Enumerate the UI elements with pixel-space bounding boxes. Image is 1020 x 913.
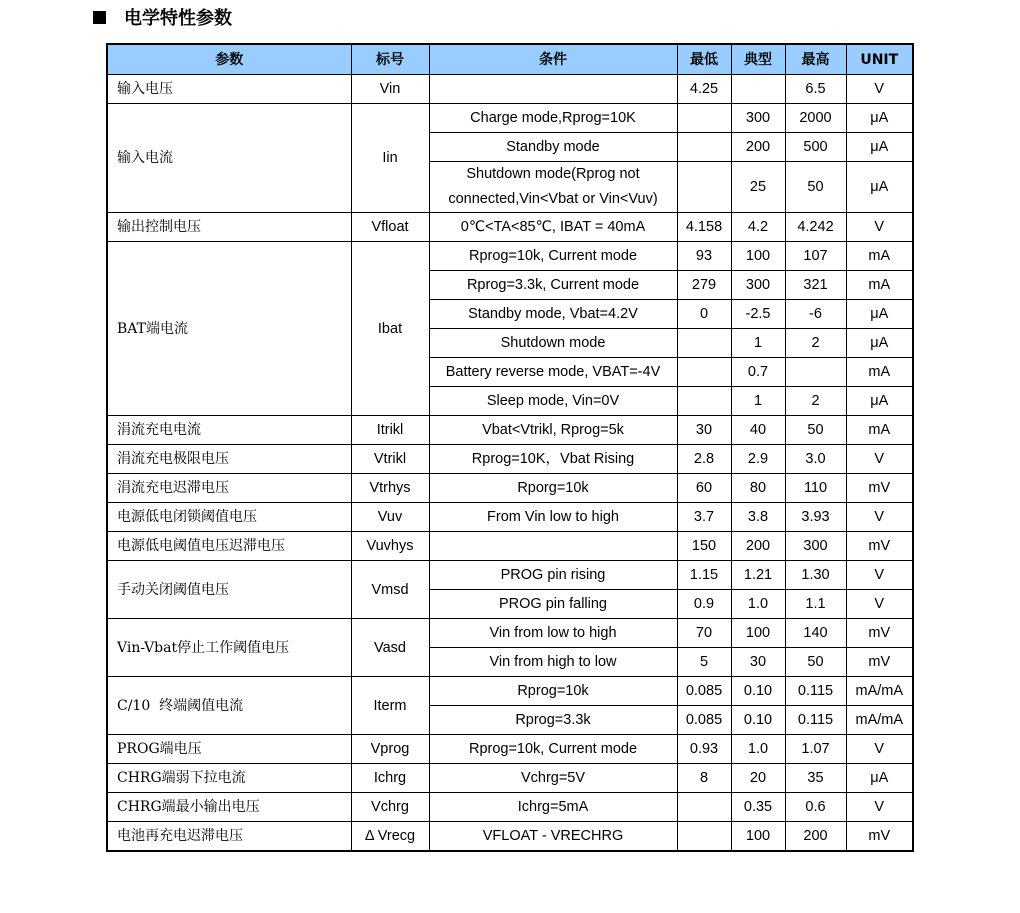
symbol-cell: Vin [351, 75, 429, 104]
min-cell: 279 [677, 271, 731, 300]
max-cell: 2000 [785, 104, 846, 133]
param-cell: C/10 终端阈值电流 [107, 677, 351, 735]
header-unit: UNIT [846, 44, 913, 75]
unit-cell: mA [846, 242, 913, 271]
unit-cell: μA [846, 387, 913, 416]
unit-cell: V [846, 213, 913, 242]
max-cell: 35 [785, 764, 846, 793]
typ-cell: 0.10 [731, 706, 785, 735]
max-cell: 0.115 [785, 706, 846, 735]
condition-cell: Sleep mode, Vin=0V [429, 387, 677, 416]
table-row [107, 793, 913, 822]
table-row [107, 822, 913, 852]
table-row [107, 619, 913, 648]
min-cell: 5 [677, 648, 731, 677]
min-cell [677, 793, 731, 822]
min-cell [677, 162, 731, 213]
typ-cell: 0.10 [731, 677, 785, 706]
max-cell: 4.242 [785, 213, 846, 242]
unit-cell: V [846, 445, 913, 474]
typ-cell: 100 [731, 242, 785, 271]
condition-cell: Rprog=10k, Current mode [429, 242, 677, 271]
param-cell: 输入电流 [107, 104, 351, 213]
typ-cell: 1 [731, 387, 785, 416]
header-max: 最高 [785, 44, 846, 75]
unit-cell: μA [846, 764, 913, 793]
typ-cell: 1.21 [731, 561, 785, 590]
header-symbol: 标号 [351, 44, 429, 75]
min-cell: 8 [677, 764, 731, 793]
param-cell: 手动关闭阈值电压 [107, 561, 351, 619]
unit-cell: μA [846, 162, 913, 213]
min-cell [677, 822, 731, 852]
typ-cell: 100 [731, 822, 785, 852]
condition-cell [429, 75, 677, 104]
unit-cell: V [846, 75, 913, 104]
max-cell: 50 [785, 416, 846, 445]
typ-cell [731, 75, 785, 104]
max-cell: 1.07 [785, 735, 846, 764]
unit-cell: mA [846, 271, 913, 300]
condition-cell: Vchrg=5V [429, 764, 677, 793]
table-row [107, 474, 913, 503]
unit-cell: mA/mA [846, 677, 913, 706]
typ-cell: 300 [731, 271, 785, 300]
unit-cell: μA [846, 104, 913, 133]
param-cell: 涓流充电极限电压 [107, 445, 351, 474]
section-heading [93, 4, 232, 30]
unit-cell: μA [846, 329, 913, 358]
condition-cell: Rporg=10k [429, 474, 677, 503]
table-row [107, 75, 913, 104]
section-title: 电学特性参数 [124, 8, 232, 29]
param-cell: Vin-Vbat停止工作阈值电压 [107, 619, 351, 677]
table-row [107, 503, 913, 532]
max-cell: 3.93 [785, 503, 846, 532]
unit-cell: V [846, 503, 913, 532]
condition-cell: Rprog=10k, Current mode [429, 735, 677, 764]
max-cell: 500 [785, 133, 846, 162]
unit-cell: V [846, 590, 913, 619]
max-cell: 50 [785, 648, 846, 677]
min-cell [677, 104, 731, 133]
param-cell: 输入电压 [107, 75, 351, 104]
min-cell: 60 [677, 474, 731, 503]
table-row [107, 445, 913, 474]
typ-cell: 0.35 [731, 793, 785, 822]
condition-cell: Rprog=3.3k [429, 706, 677, 735]
header-param: 参数 [107, 44, 351, 75]
param-cell: 输出控制电压 [107, 213, 351, 242]
symbol-cell: Ibat [351, 242, 429, 416]
min-cell: 3.7 [677, 503, 731, 532]
condition-cell: Vin from low to high [429, 619, 677, 648]
typ-cell: 80 [731, 474, 785, 503]
table-header-row [107, 44, 913, 75]
typ-cell: 200 [731, 133, 785, 162]
typ-cell: 1 [731, 329, 785, 358]
unit-cell: μA [846, 133, 913, 162]
condition-cell [429, 532, 677, 561]
unit-cell: mV [846, 648, 913, 677]
condition-line-2: connected,Vin<Vbat or Vin<Vuv) [448, 191, 658, 207]
min-cell: 4.25 [677, 75, 731, 104]
symbol-cell: Vuvhys [351, 532, 429, 561]
symbol-cell: Vuv [351, 503, 429, 532]
condition-line-1: Shutdown mode(Rprog not [466, 166, 640, 182]
header-condition: 条件 [429, 44, 677, 75]
symbol-cell: Vtrikl [351, 445, 429, 474]
unit-cell: V [846, 561, 913, 590]
max-cell: 1.30 [785, 561, 846, 590]
condition-cell: Standby mode [429, 133, 677, 162]
max-cell: 300 [785, 532, 846, 561]
min-cell: 30 [677, 416, 731, 445]
symbol-cell: Vchrg [351, 793, 429, 822]
param-cell: 电源低电闭锁阈值电压 [107, 503, 351, 532]
typ-cell: 0.7 [731, 358, 785, 387]
condition-cell: Rprog=3.3k, Current mode [429, 271, 677, 300]
param-cell: BAT端电流 [107, 242, 351, 416]
unit-cell: V [846, 735, 913, 764]
unit-cell: mV [846, 532, 913, 561]
min-cell: 0 [677, 300, 731, 329]
min-cell: 0.085 [677, 677, 731, 706]
condition-cell: PROG pin rising [429, 561, 677, 590]
symbol-cell: Vtrhys [351, 474, 429, 503]
min-cell [677, 358, 731, 387]
condition-cell: Rprog=10K，Vbat Rising [429, 445, 677, 474]
max-cell: 2 [785, 329, 846, 358]
typ-cell: 1.0 [731, 735, 785, 764]
typ-cell: 2.9 [731, 445, 785, 474]
typ-cell: 4.2 [731, 213, 785, 242]
typ-cell: 300 [731, 104, 785, 133]
typ-cell: 40 [731, 416, 785, 445]
max-cell: 107 [785, 242, 846, 271]
condition-cell: Vin from high to low [429, 648, 677, 677]
max-cell: 0.115 [785, 677, 846, 706]
typ-cell: 20 [731, 764, 785, 793]
param-cell: PROG端电压 [107, 735, 351, 764]
symbol-cell: Iin [351, 104, 429, 213]
param-cell: 电源低电阈值电压迟滞电压 [107, 532, 351, 561]
min-cell: 0.93 [677, 735, 731, 764]
condition-cell: Ichrg=5mA [429, 793, 677, 822]
condition-cell: Charge mode,Rprog=10K [429, 104, 677, 133]
min-cell [677, 329, 731, 358]
min-cell: 70 [677, 619, 731, 648]
param-cell: 涓流充电迟滞电压 [107, 474, 351, 503]
symbol-cell: Vfloat [351, 213, 429, 242]
table-row [107, 764, 913, 793]
condition-cell: VFLOAT - VRECHRG [429, 822, 677, 852]
unit-cell: μA [846, 300, 913, 329]
header-min: 最低 [677, 44, 731, 75]
condition-cell: Vbat<Vtrikl, Rprog=5k [429, 416, 677, 445]
min-cell: 2.8 [677, 445, 731, 474]
symbol-cell: Vmsd [351, 561, 429, 619]
typ-cell: -2.5 [731, 300, 785, 329]
min-cell [677, 133, 731, 162]
condition-cell: Standby mode, Vbat=4.2V [429, 300, 677, 329]
symbol-cell: Iterm [351, 677, 429, 735]
table-row [107, 416, 913, 445]
condition-cell [429, 162, 677, 213]
max-cell: 110 [785, 474, 846, 503]
max-cell: 0.6 [785, 793, 846, 822]
condition-cell: Shutdown mode [429, 329, 677, 358]
unit-cell: mA/mA [846, 706, 913, 735]
table-row [107, 735, 913, 764]
black-square-icon [93, 11, 106, 24]
min-cell: 93 [677, 242, 731, 271]
symbol-cell: Itrikl [351, 416, 429, 445]
table-row [107, 561, 913, 590]
header-typ: 典型 [731, 44, 785, 75]
unit-cell: mV [846, 619, 913, 648]
typ-cell: 3.8 [731, 503, 785, 532]
unit-cell: mA [846, 416, 913, 445]
condition-cell: Rprog=10k [429, 677, 677, 706]
condition-cell: Battery reverse mode, VBAT=-4V [429, 358, 677, 387]
min-cell: 4.158 [677, 213, 731, 242]
condition-cell: 0℃<TA<85℃, IBAT = 40mA [429, 213, 677, 242]
typ-cell: 100 [731, 619, 785, 648]
typ-cell: 25 [731, 162, 785, 213]
table-row [107, 242, 913, 271]
symbol-cell: Vasd [351, 619, 429, 677]
param-cell: CHRG端最小输出电压 [107, 793, 351, 822]
min-cell: 0.9 [677, 590, 731, 619]
min-cell: 0.085 [677, 706, 731, 735]
symbol-cell: Vprog [351, 735, 429, 764]
min-cell: 150 [677, 532, 731, 561]
max-cell: -6 [785, 300, 846, 329]
table-row [107, 104, 913, 133]
unit-cell: mV [846, 474, 913, 503]
unit-cell: mA [846, 358, 913, 387]
unit-cell: V [846, 793, 913, 822]
table-row [107, 532, 913, 561]
typ-cell: 30 [731, 648, 785, 677]
max-cell: 2 [785, 387, 846, 416]
max-cell: 50 [785, 162, 846, 213]
max-cell: 3.0 [785, 445, 846, 474]
min-cell: 1.15 [677, 561, 731, 590]
max-cell: 321 [785, 271, 846, 300]
condition-cell: PROG pin falling [429, 590, 677, 619]
electrical-characteristics-table [106, 43, 914, 852]
max-cell: 6.5 [785, 75, 846, 104]
param-cell: 电池再充电迟滞电压 [107, 822, 351, 852]
max-cell [785, 358, 846, 387]
condition-cell: From Vin low to high [429, 503, 677, 532]
typ-cell: 200 [731, 532, 785, 561]
symbol-cell: Δ Vrecg [351, 822, 429, 852]
typ-cell: 1.0 [731, 590, 785, 619]
max-cell: 140 [785, 619, 846, 648]
symbol-cell: Ichrg [351, 764, 429, 793]
unit-cell: mV [846, 822, 913, 852]
table-row [107, 213, 913, 242]
max-cell: 1.1 [785, 590, 846, 619]
table-row [107, 677, 913, 706]
min-cell [677, 387, 731, 416]
param-cell: 涓流充电电流 [107, 416, 351, 445]
param-cell: CHRG端弱下拉电流 [107, 764, 351, 793]
max-cell: 200 [785, 822, 846, 852]
